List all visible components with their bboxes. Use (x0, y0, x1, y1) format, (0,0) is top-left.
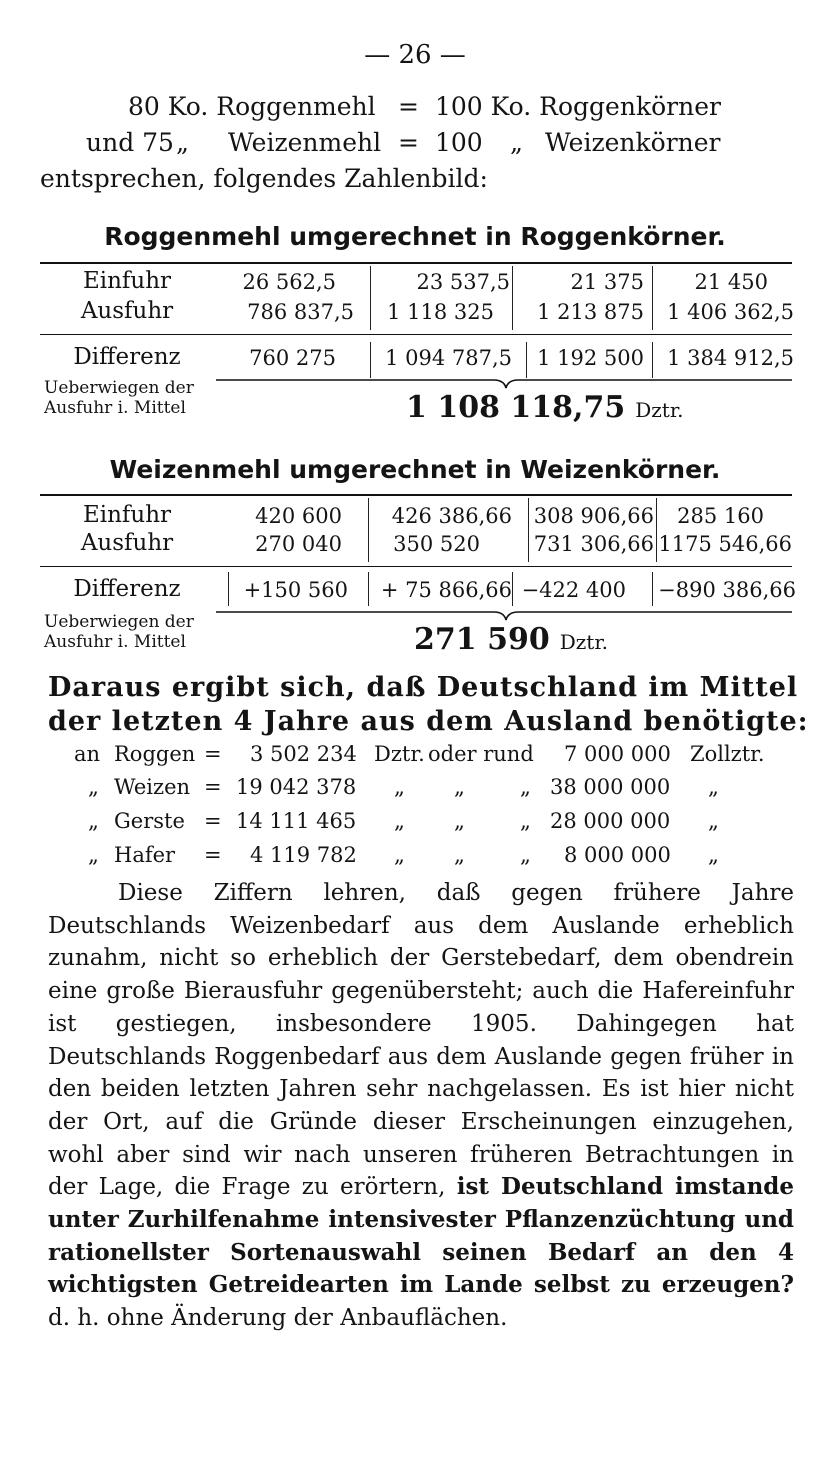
import-amount: 14 111 465 (236, 809, 357, 833)
intro-equals: = (398, 92, 419, 121)
import-unit2: Zollztr. (690, 742, 765, 766)
table-cell: 1 213 875 (537, 300, 644, 324)
ditto-mark: „ (176, 128, 189, 157)
import-ditto: „ (394, 843, 405, 867)
import-ditto: „ (454, 775, 465, 799)
table-cell: 760 275 (249, 346, 336, 370)
total-value (414, 622, 608, 657)
import-amount: 19 042 378 (236, 775, 357, 799)
column-divider (368, 572, 369, 606)
import-mid: oder rund (428, 742, 534, 766)
row-label-differenz: Differenz (73, 576, 181, 602)
column-divider (652, 342, 653, 378)
row-label-einfuhr: Einfuhr (82, 502, 172, 528)
table-cell: 426 386,66 (391, 504, 512, 528)
table-cell: 26 562,5 (242, 270, 336, 294)
import-unit: Dztr. (374, 742, 425, 766)
table-cell: 1 406 362,5 (667, 300, 794, 324)
import-ditto: „ (394, 775, 405, 799)
row-label-ausfuhr: Ausfuhr (80, 530, 174, 556)
conclusion-line-2: der letzten 4 Jahre aus dem Ausland benötigte: (48, 706, 809, 737)
column-divider (656, 498, 657, 562)
balance-label: Ausfuhr i. Mittel (44, 398, 186, 418)
import-prefix: „ (88, 775, 99, 799)
import-prefix: „ (88, 843, 99, 867)
conclusion-line-1: Daraus ergibt sich, daß Deutschland im Mittel (48, 672, 799, 703)
rule (40, 262, 792, 264)
table-cell: 1 094 787,5 (385, 346, 512, 370)
import-grain: Roggen (114, 742, 196, 766)
balance-label: Ueberwiegen der (44, 378, 194, 398)
column-divider (370, 342, 371, 378)
column-divider (526, 342, 527, 378)
paragraph-tail: d. h. ohne Änderung der Anbauflächen. (48, 1305, 508, 1332)
column-divider (512, 266, 513, 330)
import-equals: = (204, 742, 222, 766)
table-cell: 21 450 (694, 270, 768, 294)
balance-label: Ueberwiegen der (44, 612, 194, 632)
row-label-einfuhr: Einfuhr (82, 268, 172, 294)
intro-line-3: entsprechen, folgendes Zahlenbild: (40, 164, 488, 193)
import-prefix: an (74, 742, 101, 766)
import-rounded: 38 000 000 (550, 775, 671, 799)
table-cell: 731 306,66 (533, 532, 654, 556)
import-grain: Weizen (114, 775, 191, 799)
column-divider (652, 266, 653, 330)
table-cell: 420 600 (255, 504, 342, 528)
intro-text: 100 Ko. Roggenkörner (435, 92, 721, 121)
column-divider (370, 266, 371, 330)
table-cell: 1 118 325 (387, 300, 494, 324)
table-cell: 285 160 (677, 504, 764, 528)
row-label-ausfuhr: Ausfuhr (80, 298, 174, 324)
import-ditto: „ (708, 775, 719, 799)
ditto-mark: „ (510, 128, 523, 157)
import-ditto: „ (520, 843, 531, 867)
table-cell: + 75 866,66 (380, 578, 512, 602)
import-ditto: „ (708, 809, 719, 833)
import-ditto: „ (454, 843, 465, 867)
intro-equals: = (398, 128, 419, 157)
import-rounded: 7 000 000 (564, 742, 671, 766)
import-rounded: 8 000 000 (564, 843, 671, 867)
wheat-table-heading: Weizenmehl umgerechnet in Weizenkörner. (109, 455, 721, 484)
table-cell: 1175 546,66 (658, 532, 792, 556)
column-divider (528, 498, 529, 562)
import-amount: 4 119 782 (250, 843, 357, 867)
import-prefix: „ (88, 809, 99, 833)
table-cell: 270 040 (255, 532, 342, 556)
row-label-differenz: Differenz (73, 344, 181, 370)
import-equals: = (204, 809, 222, 833)
import-ditto: „ (520, 809, 531, 833)
import-equals: = (204, 775, 222, 799)
import-grain: Hafer (114, 843, 176, 867)
balance-label: Ausfuhr i. Mittel (44, 632, 186, 652)
total-unit: Dztr. (559, 630, 609, 654)
total-number: 271 590 (414, 622, 550, 657)
rule (40, 566, 792, 567)
intro-text: 80 Ko. Roggenmehl (128, 92, 376, 121)
column-divider (228, 572, 229, 606)
table-cell: 21 375 (570, 270, 644, 294)
intro-text: und 75 (86, 128, 174, 157)
table-cell: −422 400 (521, 578, 626, 602)
import-ditto: „ (454, 809, 465, 833)
rye-table-heading: Roggenmehl umgerechnet in Roggenkörner. (104, 222, 726, 251)
column-divider (512, 572, 513, 606)
intro-text: Weizenmehl (228, 128, 382, 157)
column-divider (368, 498, 369, 562)
column-divider (652, 572, 653, 606)
import-rounded: 28 000 000 (550, 809, 671, 833)
import-ditto: „ (394, 809, 405, 833)
import-ditto: „ (708, 843, 719, 867)
table-cell: −890 386,66 (658, 578, 796, 602)
import-grain: Gerste (114, 809, 185, 833)
table-cell: 350 520 (393, 532, 480, 556)
table-cell: 1 384 912,5 (667, 346, 794, 370)
page-number: — 26 — (364, 40, 466, 70)
table-cell: +150 560 (243, 578, 348, 602)
table-cell: 786 837,5 (247, 300, 354, 324)
total-unit: Dztr. (635, 398, 684, 422)
total-value (406, 390, 684, 425)
table-cell: 308 906,66 (533, 504, 654, 528)
rule (40, 334, 792, 335)
import-ditto: „ (520, 775, 531, 799)
import-amount: 3 502 234 (250, 742, 357, 766)
table-cell: 23 537,5 (416, 270, 510, 294)
rule (40, 494, 792, 496)
intro-text: Weizenkörner (545, 128, 721, 157)
intro-text: 100 (435, 128, 483, 157)
import-equals: = (204, 843, 222, 867)
table-cell: 1 192 500 (537, 346, 644, 370)
body-paragraph (48, 877, 794, 1335)
paragraph-emphasis: ist Deutschland imstande unter Zurhilfenahme intensivester Pflanzenzüchtung und rationellster Sortenauswahl seinen Bedarf an den 4 wichtigsten Getreidearten im Lande selbst zu erzeugen? (48, 1173, 795, 1299)
total-number: 1 108 118,75 (406, 390, 626, 425)
paragraph-text: Diese Ziffern lehren, daß gegen frühere Jahre Deutschlands Weizenbedarf aus dem Auslande erheblich zunahm, nicht so erheblich der Gerstebedarf, dem obendrein eine große Bierausfuhr gegenübersteht; auch die Hafereinfuhr ist gestiegen, insbesondere 1905. Dahingegen hat Deutschlands Roggenbedarf aus dem Auslande gegen früher in den beiden letzten Jahren sehr nachgelassen. Es ist hier nicht der Ort, auf die Gründe dieser Erscheinungen einzugehen, wohl aber sind wir nach unseren früheren Betrachtungen in der Lage, die Frage zu erörtern, (48, 880, 794, 1201)
